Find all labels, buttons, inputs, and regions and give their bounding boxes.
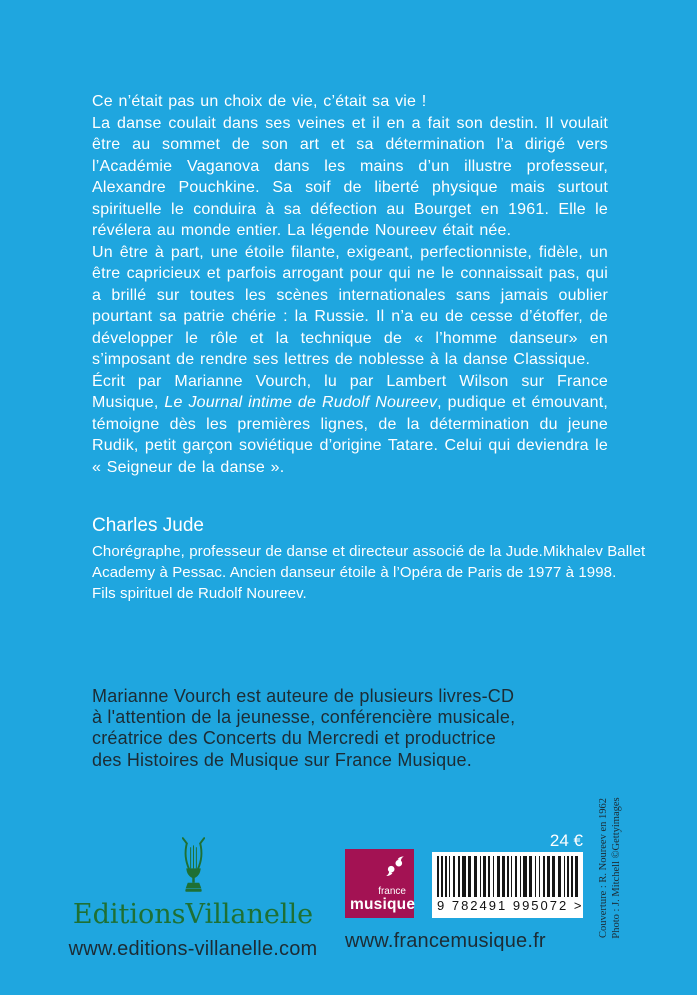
photo-credits [597, 797, 623, 938]
barcode-digits: 9 782491 995072 > [437, 898, 584, 913]
endorser-bio-line: Fils spirituel de Rudolf Noureev. [92, 585, 307, 602]
author-note-line: des Histoires de Musique sur France Musique. [92, 749, 472, 770]
barcode-bars [437, 856, 578, 897]
synopsis-paragraph-2: Un être à part, une étoile filante, exigeant, perfectionniste, fidèle, un être capricieux et parfois arrogant pour qui ne le connaissait pas, qui a brillé sur toutes les scènes internationales sans jamais oublier pourtant sa patrie chérie : la Russie. Il n’a eu de cesse d’étoffer, de développer le rôle et la technique de « l’homme danseur» en s’imposant de rendre ses lettres de noblesse à la danse Classique. [92, 243, 608, 368]
synopsis-block [92, 91, 608, 478]
author-note-line: Marianne Vourch est auteure de plusieurs livres-CD [92, 686, 515, 706]
publisher-name: EditionsVillanelle [72, 899, 314, 930]
endorser-bio-line: Chorégraphe, professeur de danse et directeur associé de la Jude.Mikhalev Ballet [92, 543, 646, 560]
fm-word-musique: musique [350, 896, 416, 913]
paragraph-3-suffix: , pudique et émouvant, témoigne dès les premières lignes, de la détermination du jeune Rudik, petit garçon soviétique d’origine Tatare. Celui qui deviendra le « Seigneur de la danse ». [92, 394, 608, 476]
barcode [432, 852, 583, 918]
endorser-bio-line: Academy à Pessac. Ancien danseur étoile à l’Opéra de Paris de 1977 à 1998. [92, 564, 617, 581]
lyre-icon [182, 836, 205, 893]
fm-word-france: france [378, 886, 406, 897]
synopsis-paragraph-1: La danse coulait dans ses veines et il en a fait son destin. Il voulait être au sommet de son art et sa détermination l’a dirigé vers l’Académie Vaganova dans les mains d’un illustre professeur, Alexandre Pouchkine. Sa soif de liberté physique mais surtout spirituelle le conduira à sa défection au Bourget en 1961. Elle le révélera au monde entier. La légende Noureev était née. [92, 114, 608, 239]
publisher-block [52, 836, 334, 961]
radio-url: www.francemusique.fr [345, 930, 546, 952]
publisher-url: www.editions-villanelle.com [68, 938, 318, 960]
author-note-line: créatrice des Concerts du Mercredi et productrice [92, 728, 496, 749]
credit-photo-line: Photo : J. Mitchell ©Gettyimages [611, 797, 622, 939]
synopsis-hook: Ce n’était pas un choix de vie, c’était sa vie ! [92, 93, 427, 110]
book-title: Le Journal intime de Rudolf Noureev [164, 394, 438, 411]
france-musique-logo [345, 849, 414, 918]
endorser-name: Charles Jude [92, 515, 204, 536]
credit-cover-line: Couverture : R. Noureev en 1962 [598, 798, 609, 938]
france-musique-wordmark [350, 886, 416, 913]
price-label: 24 € [549, 831, 583, 850]
synopsis-paragraph-3 [92, 371, 608, 479]
endorsement-block [92, 513, 645, 604]
sound-mark-icon [384, 856, 406, 878]
paragraph-3-prefix: Écrit par Marianne Vourch, lu par Lambert Wilson sur France Musique, [92, 372, 608, 411]
bottom-trim [0, 995, 697, 1000]
author-note-line: à l'attention de la jeunesse, conférencière musicale, [92, 707, 516, 728]
author-note-block [92, 686, 515, 771]
